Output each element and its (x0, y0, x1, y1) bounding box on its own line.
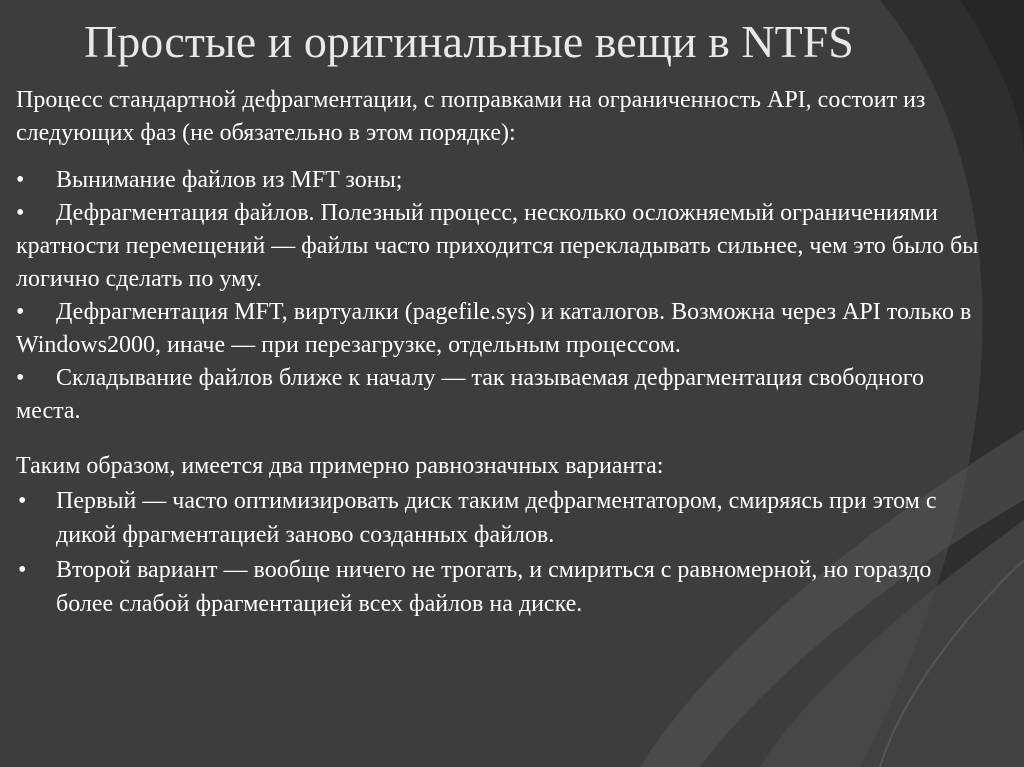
variants-list (18, 484, 990, 622)
phase-text: Дефрагментация MFT, виртуалки (pagefile.sys) и каталогов. Возможна через API только в Windows2000, иначе — при перезагрузке, отдельным процессом. (16, 299, 972, 358)
bullet-icon: • (16, 200, 25, 226)
phase-item (16, 164, 986, 197)
variant-item (18, 553, 990, 621)
bullet-icon: • (16, 167, 25, 193)
summary-paragraph: Таким образом, имеется два примерно равнозначных варианта: (16, 453, 664, 479)
phase-text: Вынимание файлов из MFT зоны; (56, 167, 403, 193)
variant-text: Первый — часто оптимизировать диск таким дефрагментатором, смиряясь при этом с дикой фрагментацией заново созданных файлов. (56, 488, 937, 548)
phase-item (16, 296, 986, 362)
bullet-icon: • (18, 557, 27, 583)
phase-item (16, 362, 986, 428)
bullet-icon: • (16, 299, 25, 325)
slide-title: Простые и оригинальные вещи в NTFS (84, 16, 854, 67)
bullet-icon: • (16, 365, 25, 391)
variant-item (18, 484, 990, 552)
phase-item (16, 197, 986, 296)
bullet-icon: • (18, 488, 27, 514)
phase-text: Дефрагментация файлов. Полезный процесс, несколько осложняемый ограничениями кратности перемещений — файлы часто приходится перекладывать сильнее, чем это было бы логично сделать по уму. (16, 200, 979, 292)
variant-text: Второй вариант — вообще ничего не трогать, и смириться с равномерной, но гораздо более слабой фрагментацией всех файлов на диске. (56, 557, 932, 617)
phases-list (16, 164, 986, 428)
intro-paragraph: Процесс стандартной дефрагментации, с поправками на ограниченность API, состоит из следующих фаз (не обязательно в этом порядке): (16, 87, 926, 146)
phase-text: Складывание файлов ближе к началу — так называемая дефрагментация свободного места. (16, 365, 925, 424)
